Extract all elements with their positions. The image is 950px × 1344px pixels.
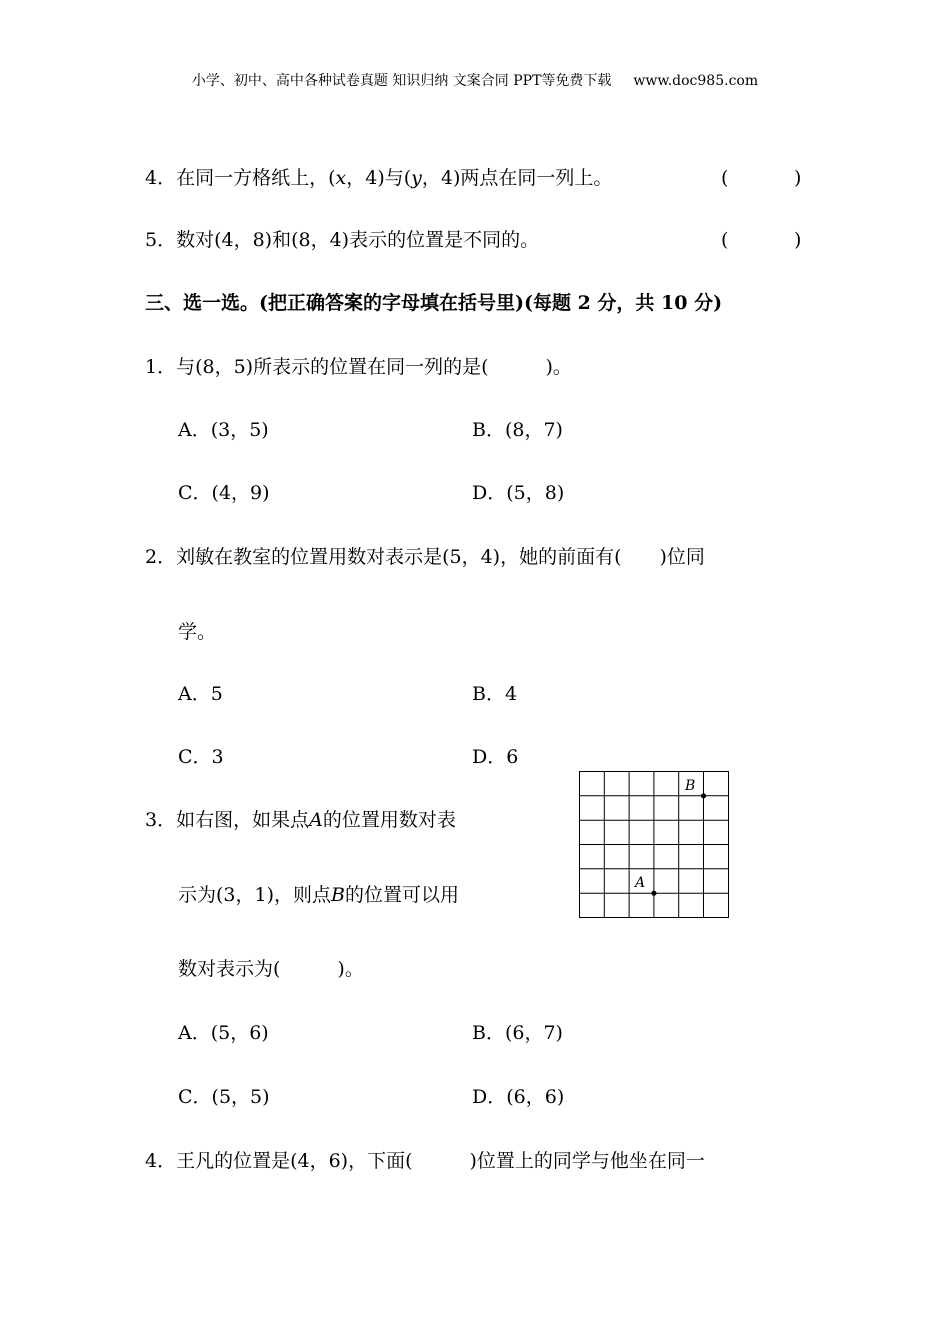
judge-q5-answer-open[interactable]: ( — [721, 229, 729, 251]
judge-q4-answer-open[interactable]: ( — [721, 167, 729, 189]
point-b-label: B — [685, 778, 696, 794]
point-a-label: A — [635, 875, 646, 891]
q1-option-a[interactable]: A．(3，5) — [178, 419, 269, 441]
q3-stem-line1: 3．如右图，如果点A的位置用数对表 — [145, 809, 456, 831]
q3-stem-line2: 示为(3，1)，则点B的位置可以用 — [178, 884, 459, 906]
header-text: 小学、初中、高中各种试卷真题 知识归纳 文案合同 PPT等免费下载 — [191, 73, 612, 89]
q3-grid-figure — [579, 771, 730, 919]
q2-option-c[interactable]: C．3 — [178, 746, 224, 768]
section-3-title: 三、选一选。(把正确答案的字母填在括号里)(每题 2 分，共 10 分) — [145, 292, 723, 314]
q3-option-a[interactable]: A．(5，6) — [178, 1022, 269, 1044]
q3-stem-line3: 数对表示为( )。 — [178, 958, 364, 980]
point-b-dot — [701, 793, 706, 798]
q1-stem: 1．与(8，5)所表示的位置在同一列的是( )。 — [145, 356, 572, 378]
q1-option-c[interactable]: C．(4，9) — [178, 482, 270, 504]
q4-stem: 4．王凡的位置是(4，6)，下面( )位置上的同学与他坐在同一 — [145, 1150, 705, 1172]
q3-option-c[interactable]: C．(5，5) — [178, 1086, 270, 1108]
q2-option-b[interactable]: B．4 — [472, 683, 518, 705]
judge-q5-answer-close: ) — [794, 229, 802, 251]
q3-option-d[interactable]: D．(6，6) — [472, 1086, 565, 1108]
judge-q5: 5．数对(4，8)和(8，4)表示的位置是不同的。 — [145, 229, 540, 251]
q2-stem-line1: 2．刘敏在教室的位置用数对表示是(5，4)，她的前面有( )位同 — [145, 546, 705, 568]
header-url: www.doc985.com — [633, 73, 759, 89]
q2-option-a[interactable]: A．5 — [178, 683, 223, 705]
point-a-dot — [651, 891, 656, 896]
q2-stem-line2: 学。 — [178, 621, 217, 643]
q2-option-d[interactable]: D．6 — [472, 746, 519, 768]
judge-q4-answer-close: ) — [794, 167, 802, 189]
q1-option-d[interactable]: D．(5，8) — [472, 482, 565, 504]
q1-option-b[interactable]: B．(8，7) — [472, 419, 563, 441]
page-header — [0, 70, 950, 90]
judge-q4: 4．在同一方格纸上，(x，4)与(y，4)两点在同一列上。 — [145, 167, 613, 189]
q3-option-b[interactable]: B．(6，7) — [472, 1022, 563, 1044]
